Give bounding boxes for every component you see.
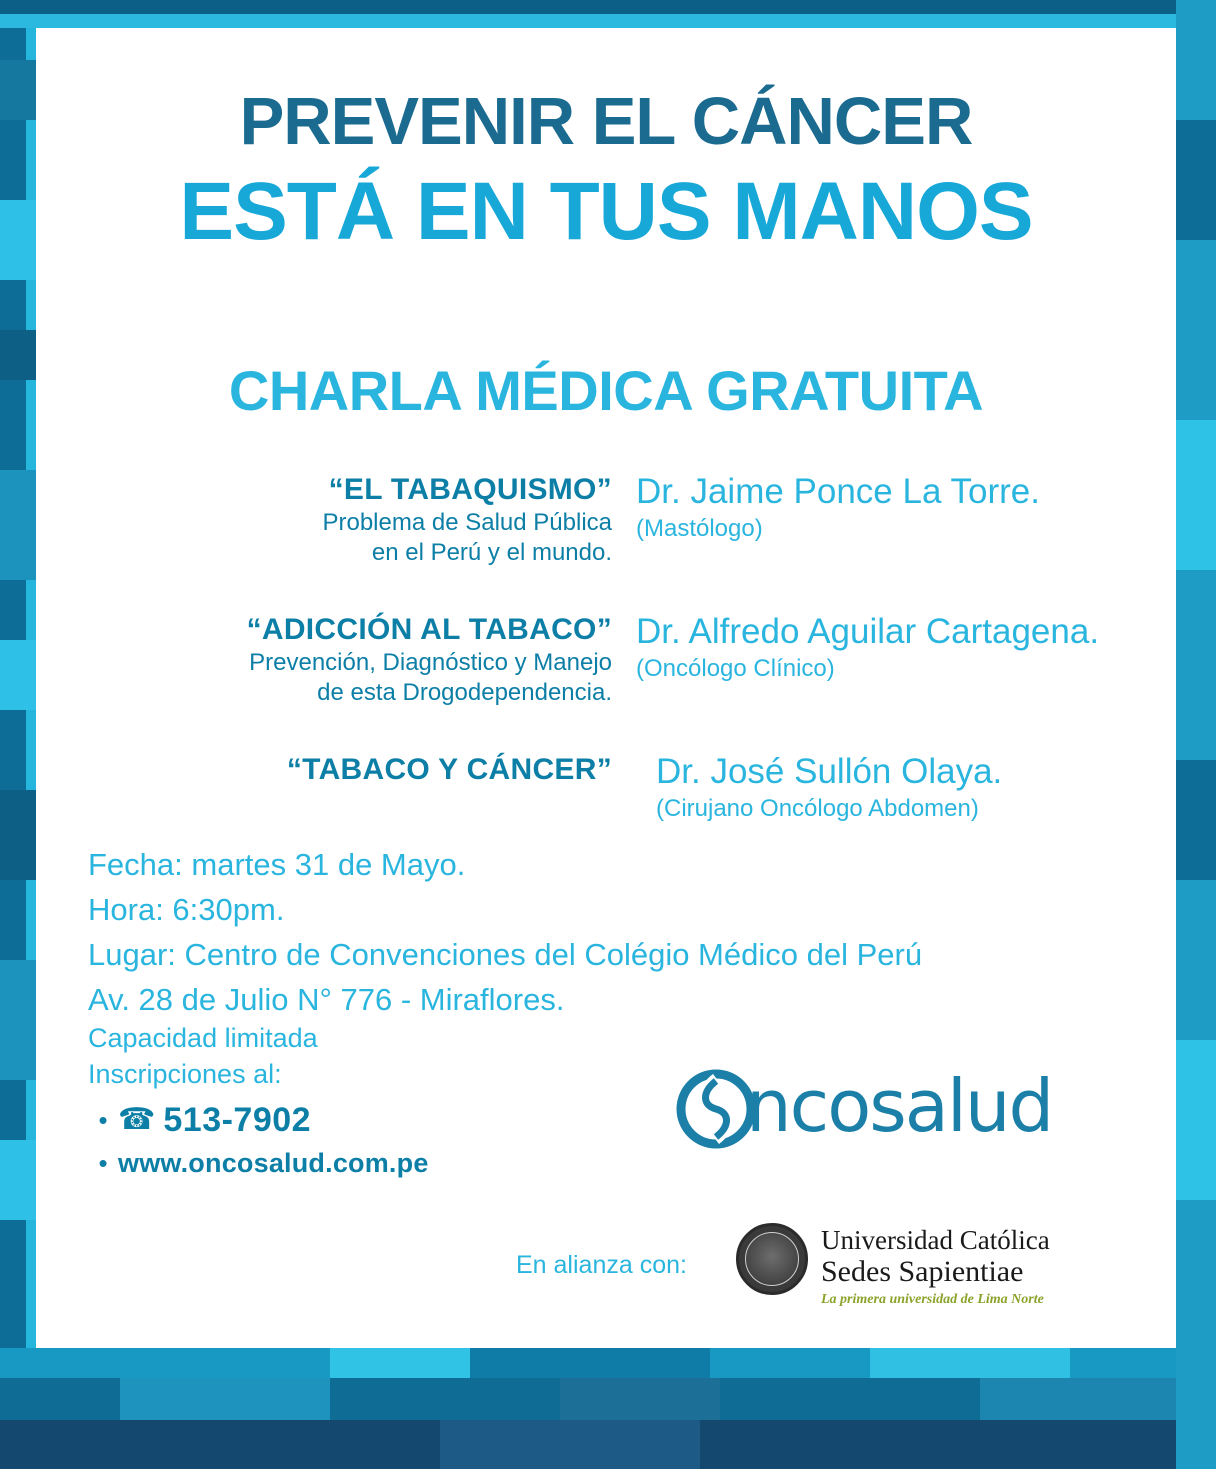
talk-item [36,753,1176,853]
stripe [470,1348,710,1378]
stripe [0,330,36,380]
headline-subtitle: CHARLA MÉDICA GRATUITA [228,359,984,422]
ucss-wordmark [821,1225,1121,1308]
website-row[interactable] [88,1148,648,1179]
content-inner [36,28,1176,1348]
stripe [0,0,1216,14]
headline-line-1: PREVENIR EL CÁNCER [239,84,973,159]
talk-speaker-block [656,753,1196,823]
talk-title: “EL TABAQUISMO” [328,473,612,506]
website-link[interactable]: www.oncosalud.com.pe [118,1147,429,1178]
bullet-icon: • [98,1148,108,1179]
ucss-tagline: La primera universidad de Lima Norte [821,1291,1044,1307]
stripe [0,14,1216,28]
event-address: Av. 28 de Julio N° 776 - Miraflores. [88,981,565,1017]
stripe [440,1420,700,1469]
stripe [1176,1040,1216,1200]
stripe [0,960,36,1080]
talk-subtitle-line-2: de esta Drogodependencia. [317,678,612,706]
speaker-name: Dr. Jaime Ponce La Torre. [636,472,1040,511]
oncosalud-logo [676,1064,1096,1158]
stripe [0,640,36,710]
stripe [330,1348,470,1378]
talk-title: “TABACO Y CÁNCER” [286,753,612,786]
phone-row[interactable] [88,1101,648,1140]
phone-number[interactable]: 513-7902 [163,1100,312,1139]
capacity-note: Capacidad limitada [88,1023,318,1053]
talk-subtitle-line-1: Problema de Salud Pública [322,508,612,536]
ucss-line-2: Sedes Sapientiae [821,1255,1024,1289]
talk-topic-block [36,613,626,707]
speaker-specialty: (Mastólogo) [636,514,763,542]
oncosalud-wordmark: ncosalud [746,1064,1053,1148]
stripe [870,1348,1070,1378]
event-date: Fecha: martes 31 de Mayo. [88,847,466,882]
talk-item [36,613,1176,731]
talk-item [36,473,1176,591]
talk-topic-block [36,753,626,787]
event-time: Hora: 6:30pm. [88,891,285,927]
speaker-specialty: (Cirujano Oncólogo Abdomen) [656,794,979,822]
talk-subtitle-line-2: en el Perú y el mundo. [371,538,612,566]
stripe [560,1378,720,1420]
alliance-label: En alianza con: [516,1251,687,1279]
speaker-name: Dr. José Sullón Olaya. [656,752,1003,791]
event-details [88,843,1128,1023]
speaker-name: Dr. Alfredo Aguilar Cartagena. [636,612,1100,651]
telephone-icon: ☎ [118,1103,156,1137]
stripe [1176,420,1216,570]
talks-list [36,473,1176,875]
talk-speaker-block [636,473,1176,543]
talk-speaker-block [636,613,1176,683]
stripe [0,60,36,120]
ucss-seal-inner [745,1232,799,1286]
headline-line-2: ESTÁ EN TUS MANOS [179,166,1033,257]
alliance-block [516,1223,1136,1313]
stripe [120,1378,330,1420]
talk-subtitle-line-1: Prevención, Diagnóstico y Manejo [249,648,612,676]
registration-block [88,1020,648,1179]
bullet-icon: • [98,1105,108,1136]
stripe [0,200,36,280]
talk-topic-block [36,473,626,567]
oncosalud-swirl-mark [676,1068,756,1155]
ucss-seal-icon [736,1223,808,1295]
stripe [1176,120,1216,240]
talk-title: “ADICCIÓN AL TABACO” [246,613,612,646]
ucss-line-1: Universidad Católica [821,1225,1050,1255]
event-venue: Lugar: Centro de Convenciones del Colégio Médico del Perú [88,936,923,972]
stripe [0,1140,36,1220]
stripe [0,470,36,580]
registration-label: Inscripciones al: [88,1059,282,1090]
content-card [36,28,1176,1348]
speaker-specialty: (Oncólogo Clínico) [636,654,835,682]
stripe [0,790,36,880]
